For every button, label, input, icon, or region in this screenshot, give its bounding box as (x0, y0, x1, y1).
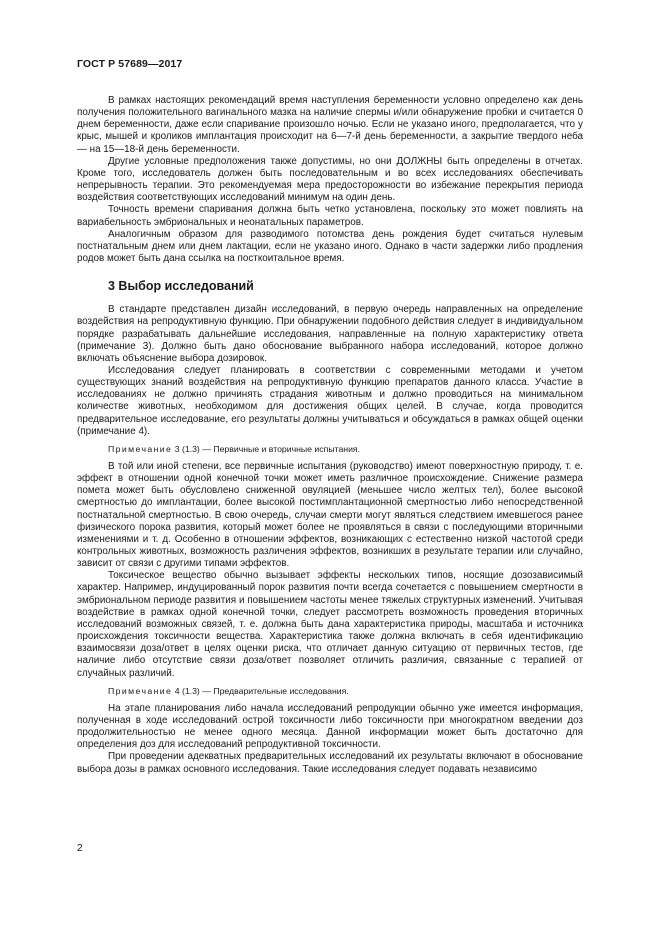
paragraph: При проведении адекватных предварительных исследований их результаты включают в обоснование выбора дозы в рамках основного исследования. Такие исследования следует подавать независимо (77, 751, 583, 775)
note-4 (77, 686, 583, 697)
note-text: 3 (1.3) — Первичные и вторичные испытания. (172, 443, 361, 454)
note-4-block (77, 703, 583, 776)
paragraph: В рамках настоящих рекомендаций время наступления беременности условно определено как день получения положительного вагинального мазка на наличие спермы и/или обнаружение пробки и считается 0 днем беременности, даже если спаривание произошло ночью. Если не указано иного, предполагается, что у крыс, мышей и кроликов имплантация происходит на 6—7-й день беременности, а закрытие твердого неба — на 15—18-й день беременности. (77, 95, 583, 155)
paragraph: В той или иной степени, все первичные испытания (руководство) имеют поверхностную природу, т. е. эффект в отношении одной конечной точки может иметь различное происхождение. Снижение размера помета может быть обусловлено сниженной овуляцией (меньшее число желтых тел), более высокой смертностью до имплантации, более высокой постимплантационной смертностью либо непосредственной постнатальной смертностью. В свою очередь, случаи смерти могут являться следствием имевшегося ранее физического порока развития, который может более не проявляться в связи с последующими вторичными изменениями и т. д. Особенно в отношении эффектов, возникающих с естественно низкой частотой среди контрольных животных, возможность различения эффектов, возникших в результате терапии или случайно, зависит от связи с другими типами эффектов. (77, 460, 583, 570)
intro-block (77, 95, 583, 265)
document-header: ГОСТ Р 57689—2017 (77, 58, 183, 70)
section-block (77, 304, 583, 438)
paragraph: Аналогичным образом для разводимого потомства день рождения будет считаться нулевым постнатальным днем или днем лактации, если не указано иного. Однако в части задержки либо продления родов может быть дана ссылка на посткоитальное время. (77, 228, 583, 265)
note-3 (77, 444, 583, 455)
paragraph: Токсическое вещество обычно вызывает эффекты нескольких типов, носящие дозозависимый характер. Например, индуцированный порок развития почти всегда сочетается с повышением смертности в эмбриональном периоде развития и повышением частоты менее тяжелых структурных изменений. Учитывая воздействие в рамках одной конечной точки, следует рассмотреть возможность проведения вторичных исследований возможных связей, т. е. должна быть дана характеристика природы, масштаба и источника происхождения токсичности вещества. Характеристика также должна включать в себя идентификацию взаимосвязи доза/ответ в целях оценки риска, что отличает данную ситуацию от первичных тестов, где наличие либо отсутствие связи доза/ответ позволяет отличить различия, связанные с терапией от случайных различий. (77, 570, 583, 679)
section-heading: 3 Выбор исследований (108, 279, 254, 294)
note-text: 4 (1.3) — Предварительные исследования. (172, 685, 349, 696)
page-number: 2 (77, 843, 83, 854)
paragraph: Точность времени спаривания должна быть четко установлена, поскольку это может повлиять на вариабельность эмбриональных и неонатальных параметров. (77, 204, 583, 228)
paragraph: На этапе планирования либо начала исследований репродукции обычно уже имеется информация, полученная в ходе исследований острой токсичности либо токсичности при многократном введении доз продолжительностью не менее одного месяца. Данной информации может быть достаточно для определения доз для исследований репродуктивной токсичности. (77, 702, 583, 751)
paragraph: В стандарте представлен дизайн исследований, в первую очередь направленных на определение воздействия на репродуктивную функцию. При обнаружении подобного действия следует в индивидуальном порядке разрабатывать дальнейшие исследования, направленные на полную характеристику ответа (примечание 3). Должно быть дано обоснование выбранного набора исследований, которое должно включать объяснение выбора дозировок. (77, 304, 583, 364)
paragraph: Исследования следует планировать в соответствии с современными методами и учетом существующих знаний воздействия на репродуктивную функцию препаратов данного класса. Участие в исследованиях не должно причинять страдания животным и должно проводиться на минимальном количестве животных, необходимом для достижения общих целей. В случае, когда проводится предварительное исследование, его результаты должны учитываться и обсуждаться в рамках общей оценки (примечание 4). (77, 364, 583, 437)
note-label: Примечание (108, 685, 173, 696)
page-body (77, 95, 583, 776)
note-label: Примечание (108, 443, 173, 454)
note-3-block (77, 461, 583, 680)
paragraph: Другие условные предположения также допустимы, но они ДОЛЖНЫ быть определены в отчетах. Кроме того, исследователь должен быть последовательным и во всех исследованиях обеспечивать непрерывность терапии. Это рекомендуемая мера предосторожности во избежание перекрытия периода воздействия соответствующих исследований минимум на один день. (77, 155, 583, 204)
